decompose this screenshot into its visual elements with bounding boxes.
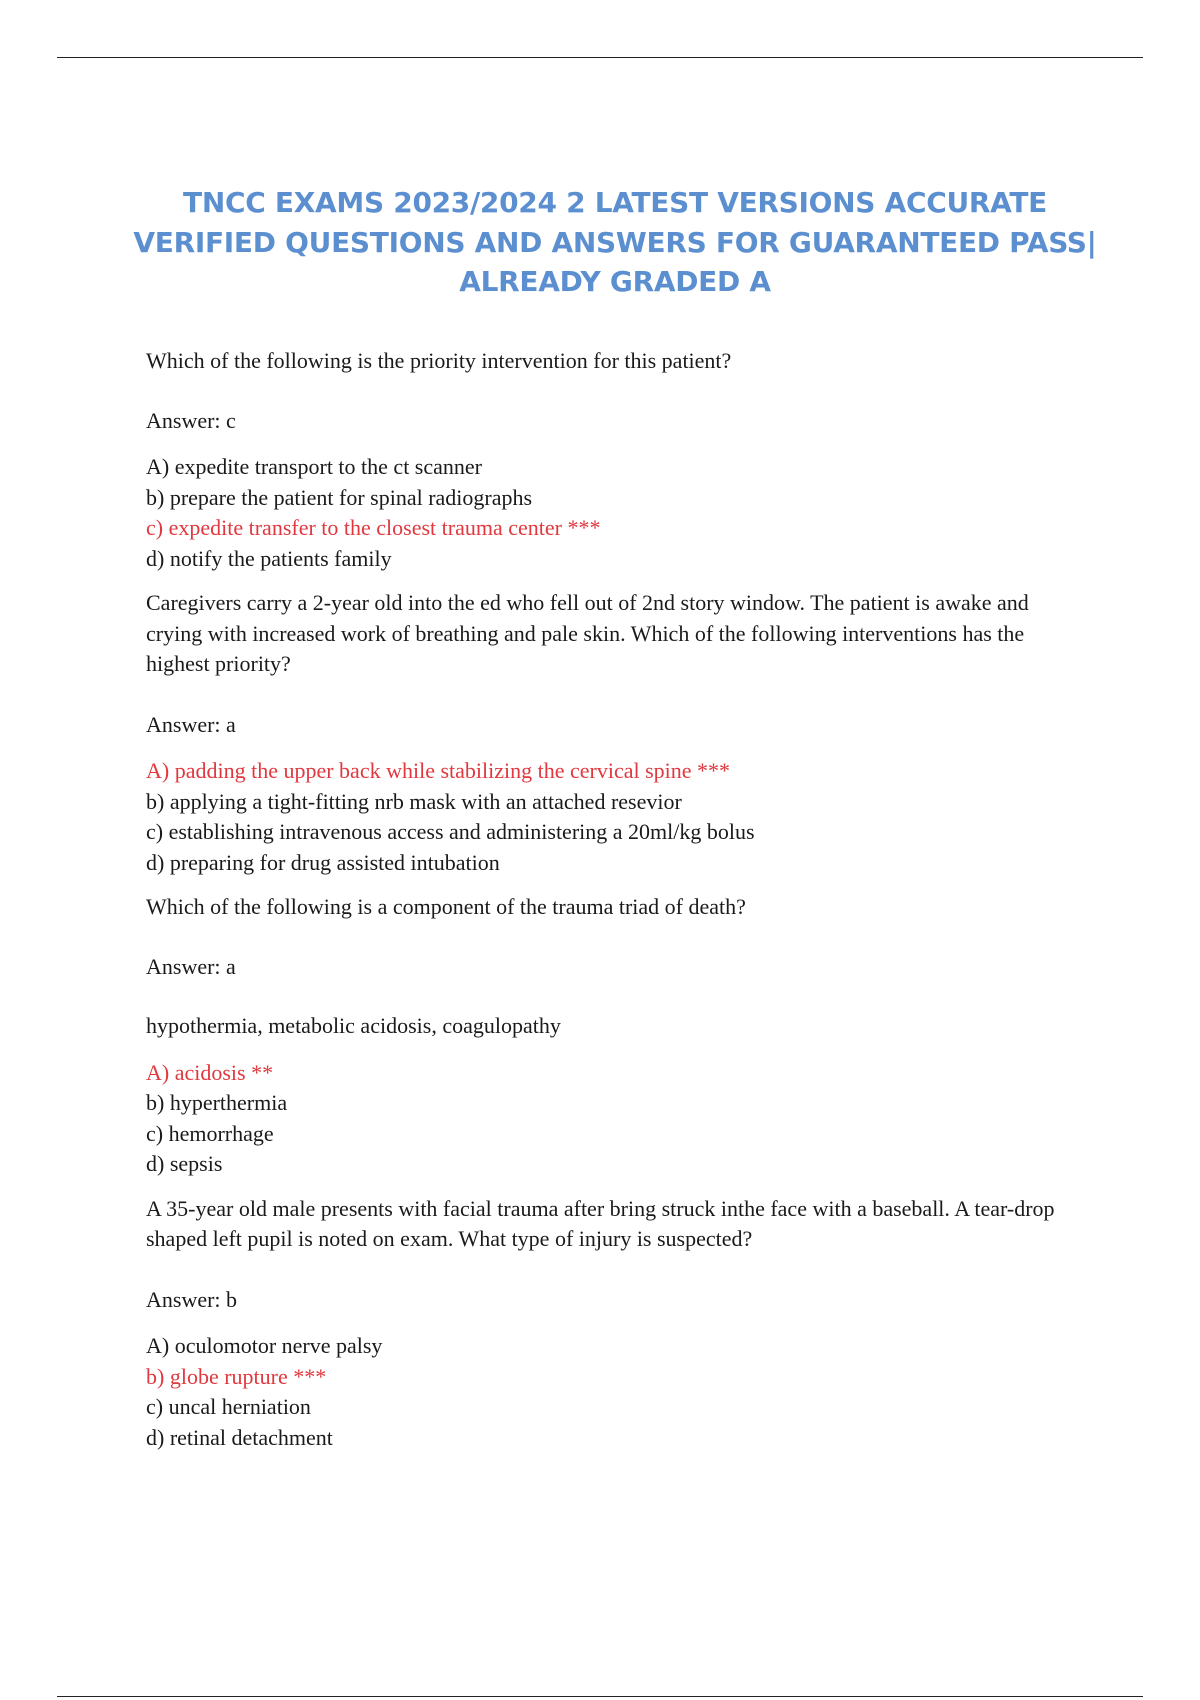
correct-option-item: A) padding the upper back while stabilizing the cervical spine *** bbox=[146, 758, 731, 783]
question-text: Which of the following is a component of the trauma triad of death? bbox=[146, 894, 746, 919]
question-text: Which of the following is the priority intervention for this patient? bbox=[146, 348, 732, 373]
title-line: TNCC EXAMS 2023/2024 2 LATEST VERSIONS ACCURATE bbox=[183, 186, 1047, 219]
title-line: VERIFIED QUESTIONS AND ANSWERS FOR GUARANTEED PASS| bbox=[133, 225, 1097, 259]
option-list bbox=[146, 1058, 1086, 1180]
option-item: b) hyperthermia bbox=[146, 1090, 288, 1115]
question-text: Caregivers carry a 2-year old into the ed who fell out of 2nd story window. The patient is awake and crying with increased work of breathing and pale skin. Which of the following interventions has the highest priority? bbox=[146, 590, 1029, 676]
answer-key: Answer: c bbox=[146, 407, 236, 433]
option-item: b) prepare the patient for spinal radiographs bbox=[146, 484, 533, 510]
document-title bbox=[110, 183, 1120, 302]
question-block bbox=[146, 892, 1086, 1180]
option-item: b) applying a tight-fitting nrb mask with an attached resevior bbox=[146, 788, 682, 814]
option-item: d) sepsis bbox=[146, 1151, 223, 1176]
option-list bbox=[146, 756, 1086, 878]
option-list bbox=[146, 1331, 1086, 1453]
option-item: d) notify the patients family bbox=[146, 545, 392, 571]
question-block bbox=[146, 346, 1086, 574]
question-list bbox=[146, 346, 1086, 1453]
correct-option-item: b) globe rupture *** bbox=[146, 1363, 327, 1389]
option-item: c) uncal herniation bbox=[146, 1394, 311, 1419]
option-item: A) oculomotor nerve palsy bbox=[146, 1333, 383, 1358]
title-line: ALREADY GRADED A bbox=[459, 265, 771, 298]
correct-option-item: c) expedite transfer to the closest trauma center *** bbox=[146, 515, 601, 540]
answer-key: Answer: b bbox=[146, 1286, 238, 1312]
question-text: A 35-year old male presents with facial trauma after bring struck inthe face with a baseball. A tear-drop shaped left pupil is noted on exam. What type of injury is suspected? bbox=[146, 1195, 1055, 1251]
answer-explanation: hypothermia, metabolic acidosis, coagulopathy bbox=[146, 1013, 561, 1038]
answer-key: Answer: a bbox=[146, 711, 236, 737]
answer-key: Answer: a bbox=[146, 953, 236, 979]
question-block bbox=[146, 1194, 1086, 1454]
option-item: A) expedite transport to the ct scanner bbox=[146, 454, 482, 479]
option-item: d) retinal detachment bbox=[146, 1424, 333, 1450]
footer-rule bbox=[57, 1696, 1143, 1697]
correct-option-item: A) acidosis ** bbox=[146, 1059, 274, 1085]
header-rule bbox=[57, 57, 1143, 58]
option-item: c) establishing intravenous access and administering a 20ml/kg bolus bbox=[146, 819, 755, 844]
option-item: c) hemorrhage bbox=[146, 1120, 274, 1146]
option-item: d) preparing for drug assisted intubation bbox=[146, 849, 500, 875]
question-block bbox=[146, 588, 1086, 878]
option-list bbox=[146, 452, 1086, 574]
